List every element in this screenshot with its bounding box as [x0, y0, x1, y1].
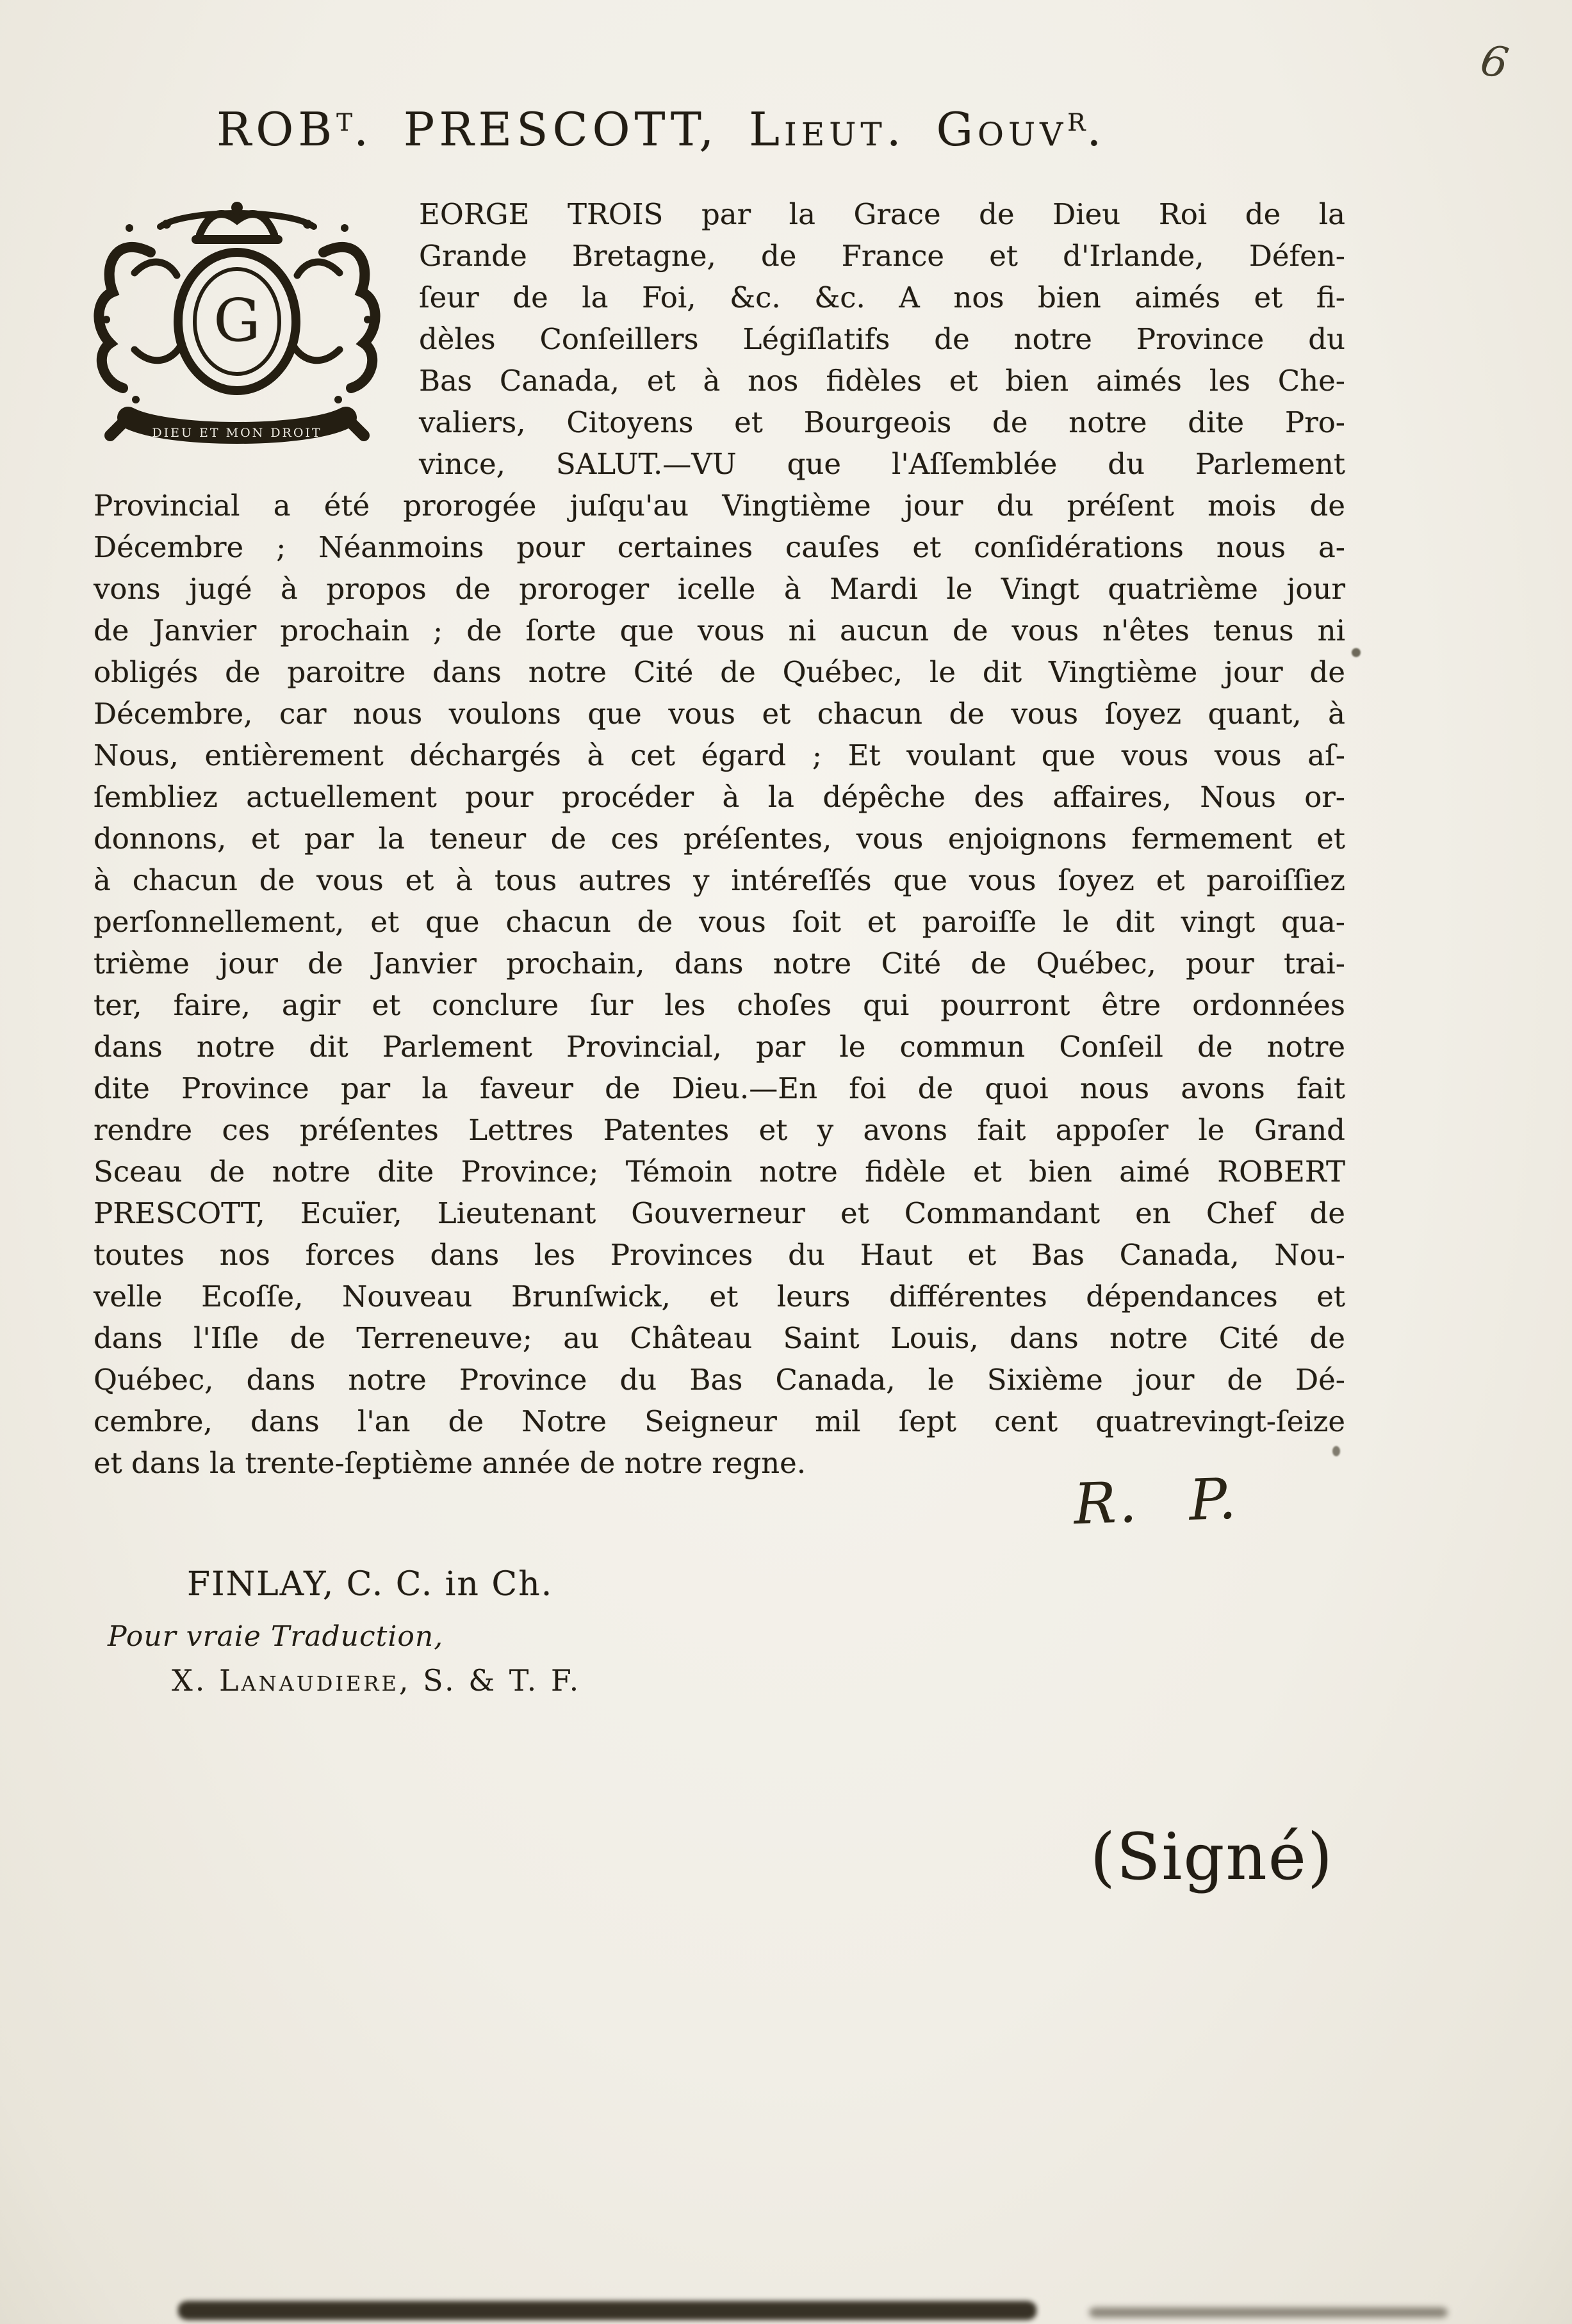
text-line: rendre ces préſentes Lettres Patentes et y avons fait appoſer le Grand	[94, 1113, 1345, 1147]
text-line: dite Province par la faveur de Dieu.—En foi de quoi nous avons fait	[94, 1071, 1345, 1105]
text-line: toutes nos forces dans les Provinces du Haut et Bas Canada, Nou-	[94, 1238, 1345, 1272]
text-line: Provincial a été prorogée juſqu'au Vingtième jour du préſent mois de	[94, 489, 1345, 523]
text-line: dèles Conſeillers Légiſlatifs de notre Province du	[419, 322, 1345, 356]
royal-arms-ornament	[90, 188, 384, 475]
ink-speck	[1332, 1446, 1340, 1456]
text-line: ſembliez actuellement pour procéder à la dépêche des affaires, Nous or-	[94, 780, 1345, 814]
text-line: velle Ecoſſe, Nouveau Brunſwick, et leurs différentes dépendances et	[94, 1280, 1345, 1313]
text-line: perſonnellement, et que chacun de vous ſoit et paroiſſe le dit vingt qua-	[94, 905, 1345, 939]
text-line: trième jour de Janvier prochain, dans notre Cité de Québec, pour trai-	[94, 947, 1345, 980]
title-end-period: .	[1086, 102, 1106, 156]
text-line: à chacun de vous et à tous autres y intéreſſés que vous ſoyez et paroiſſiez	[94, 863, 1345, 897]
opening-section	[94, 193, 1345, 485]
title-lieut-gouv: Lieut. Gouv	[749, 102, 1068, 156]
text-line: ſeur de la Foi, &c. &c. A nos bien aimés et fi-	[419, 280, 1345, 314]
opening-paragraph	[419, 193, 1345, 485]
page-number-annotation: 6	[1477, 35, 1512, 89]
translation-note: Pour vraie Traduction,	[108, 1620, 444, 1653]
translator-name: X. Lanaudiere, S. & T. F.	[172, 1662, 582, 1698]
text-line: vons jugé à propos de proroger icelle à Mardi le Vingt quatrième jour	[94, 572, 1345, 606]
text-line: Sceau de notre dite Province; Témoin notre fidèle et bien aimé ROBERT	[94, 1155, 1345, 1189]
text-line: cembre, dans l'an de Notre Seigneur mil ſept cent quatrevingt-ſeize	[94, 1404, 1345, 1438]
document-title	[0, 0, 1572, 156]
text-line: et dans la trente-ſeptième année de notre regne.	[94, 1446, 806, 1480]
text-line: de Janvier prochain ; de ſorte que vous ni aucun de vous n'êtes tenus ni	[94, 614, 1345, 647]
text-line: Bas Canada, et à nos fidèles et bien aimés les Che-	[419, 364, 1345, 398]
ink-speck	[1352, 648, 1361, 657]
title-prescott: . PRESCOTT,	[354, 102, 749, 156]
text-line: ter, faire, agir et conclure ſur les choſes qui pourront être ordonnées	[94, 988, 1345, 1022]
text-line: Décembre, car nous voulons que vous et chacun de vous ſoyez quant, à	[94, 697, 1345, 731]
text-line: obligés de paroitre dans notre Cité de Québec, le dit Vingtième jour de	[94, 655, 1345, 689]
text-line: Québec, dans notre Province du Bas Canada, le Sixième jour de Dé-	[94, 1363, 1345, 1397]
text-line: valiers, Citoyens et Bourgeois de notre dite Pro-	[419, 405, 1345, 439]
title-rob-superscript: T	[336, 108, 354, 136]
scan-artifact-bottom-right	[1089, 2307, 1448, 2318]
finlay-attestation: FINLAY, C. C. in Ch.	[187, 1564, 553, 1604]
text-line: Nous, entièrement déchargés à cet égard ; Et voulant que vous vous aſ-	[94, 738, 1345, 772]
signed-label: (Signé)	[1090, 1819, 1334, 1894]
text-line: donnons, et par la teneur de ces préſentes, vous enjoignons fermement et	[94, 822, 1345, 856]
ornament-motto: DIEU ET MON DROIT	[152, 426, 322, 440]
title-rob: ROB	[217, 102, 337, 156]
text-line: Grande Bretagne, de France et d'Irlande, Défen-	[419, 239, 1345, 273]
text-line: PRESCOTT, Ecuïer, Lieutenant Gouverneur et Commandant en Chef de	[94, 1196, 1345, 1230]
title-gouv-superscript: R	[1067, 108, 1087, 136]
ornament-initial-g: G	[213, 286, 261, 355]
text-line: vince, SALUT.—VU que l'Aſſemblée du Parlement	[419, 447, 1345, 481]
proclamation-text	[94, 193, 1345, 1484]
text-line: EORGE TROIS par la Grace de Dieu Roi de la	[419, 197, 1345, 231]
text-line: dans l'Iſle de Terreneuve; au Château Saint Louis, dans notre Cité de	[94, 1321, 1345, 1355]
scan-artifact-bottom-left	[178, 2301, 1036, 2320]
text-line: Décembre ; Néanmoins pour certaines cauſes et conſidérations nous a-	[94, 530, 1345, 564]
main-paragraph	[94, 485, 1345, 1484]
signature-initials: R. P.	[1072, 1465, 1240, 1538]
text-line: dans notre dit Parlement Provincial, par le commun Conſeil de notre	[94, 1030, 1345, 1064]
